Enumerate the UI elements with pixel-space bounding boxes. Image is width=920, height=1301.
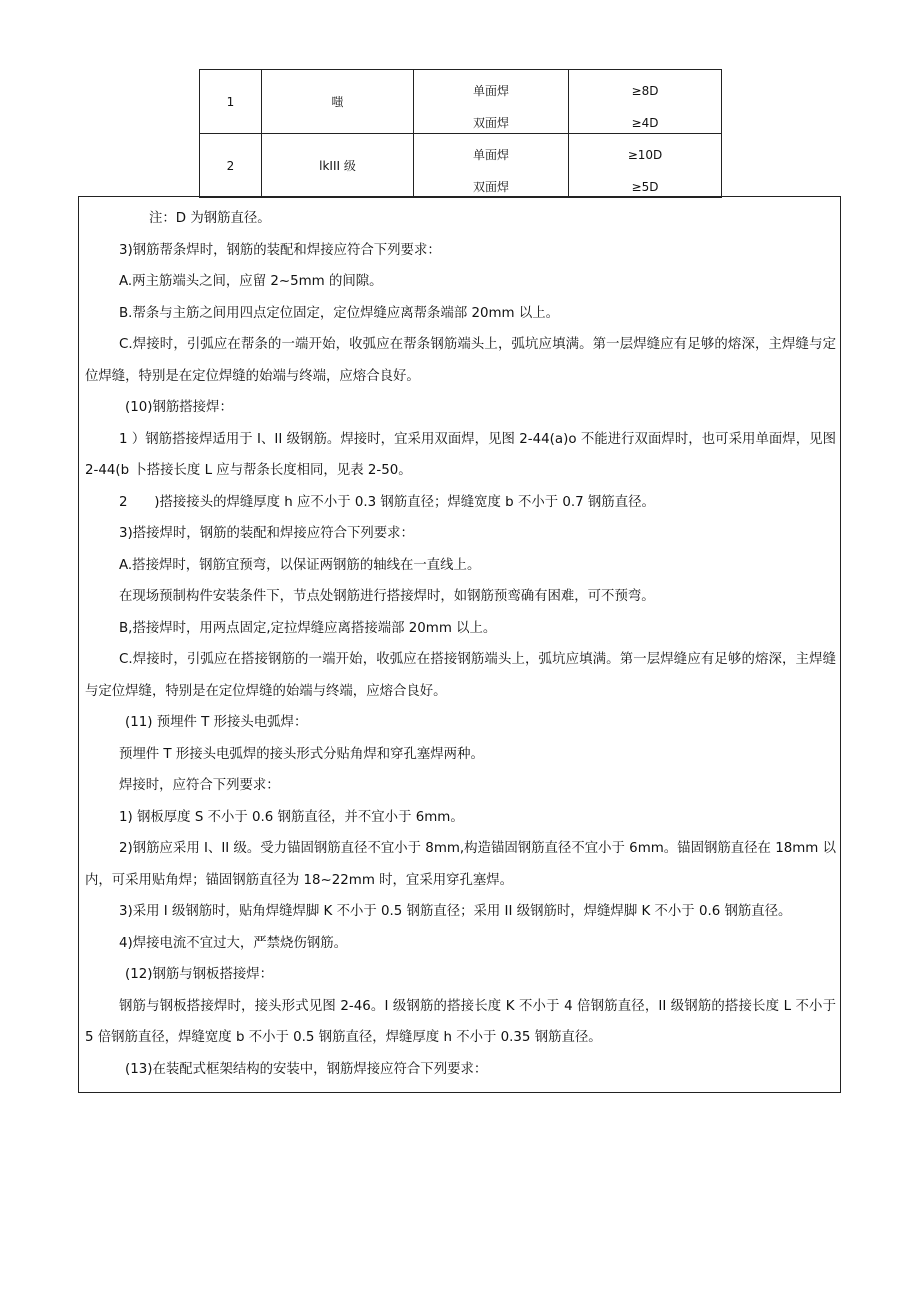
table-note: 注：D 为钢筋直径。 bbox=[149, 211, 271, 226]
section-heading: (13)在装配式框架结构的安装中，钢筋焊接应符合下列要求： bbox=[125, 1061, 488, 1077]
paragraph: C.焊接时，引弧应在帮条的一端开始，收弧应在帮条钢筋端头上，弧坑应填满。第一层焊缝应有足够的熔深，主焊缝与定位焊缝，特别是在定位焊缝的始端与终端，应熔合良好。 bbox=[85, 337, 836, 384]
steel-grade: 嗤 bbox=[262, 70, 414, 134]
weld-type-cell bbox=[414, 70, 569, 134]
steel-grade: lkIII 级 bbox=[262, 134, 414, 198]
section-heading: (10)钢筋搭接焊： bbox=[125, 400, 233, 415]
paragraph: 3)采用 I 级钢筋时，贴角焊缝焊脚 K 不小于 0.5 钢筋直径；采用 II 级钢筋时，焊缝焊脚 K 不小于 0.6 钢筋直径。 bbox=[119, 904, 792, 919]
table-row bbox=[200, 70, 722, 134]
weld-type-double: 双面焊 bbox=[472, 116, 509, 130]
weld-type-cell bbox=[414, 134, 569, 198]
paragraph: A.搭接焊时，钢筋宜预弯，以保证两钢筋的轴线在一直线上。 bbox=[119, 557, 481, 573]
paragraph: A.两主筋端头之间，应留 2~5mm 的间隙。 bbox=[119, 274, 383, 289]
weld-length-single: ≥10D bbox=[627, 148, 663, 162]
weld-length-double: ≥4D bbox=[631, 116, 659, 130]
section-heading: (12)钢筋与钢板搭接焊： bbox=[125, 967, 274, 982]
section-heading: (11) 预埋件 T 形接头电弧焊： bbox=[125, 715, 308, 730]
paragraph: 3)钢筋帮条焊时，钢筋的装配和焊接应符合下列要求： bbox=[119, 242, 441, 258]
instruction-text-box bbox=[78, 196, 841, 1093]
paragraph: 1) 钢板厚度 S 不小于 0.6 钢筋直径，并不宜小于 6mm。 bbox=[119, 809, 464, 825]
weld-length-single: ≥8D bbox=[631, 84, 659, 98]
paragraph: 2 )搭接接头的焊缝厚度 h 应不小于 0.3 钢筋直径；焊缝宽度 b 不小于 0.7 钢筋直径。 bbox=[119, 494, 655, 510]
paragraph: 焊接时，应符合下列要求： bbox=[119, 778, 280, 793]
paragraph: 预埋件 T 形接头电弧焊的接头形式分贴角焊和穿孔塞焊两种。 bbox=[119, 746, 484, 762]
row-number: 1 bbox=[200, 70, 262, 134]
paragraph: 2)钢筋应采用 I、II 级。受力锚固钢筋直径不宜小于 8mm,构造锚固钢筋直径不宜小于 6mm。锚固钢筋直径在 18mm 以内，可采用贴角焊；锚固钢筋直径为 18~22mm 时，宜采用穿孔塞焊。 bbox=[85, 841, 836, 888]
paragraph: 3)搭接焊时，钢筋的装配和焊接应符合下列要求： bbox=[119, 526, 414, 541]
weld-length-double: ≥5D bbox=[631, 180, 659, 194]
paragraph: 在现场预制构件安装条件下，节点处钢筋进行搭接焊时，如钢筋预鸾确有困难，可不预弯。 bbox=[119, 589, 655, 604]
weld-type-single: 单面焊 bbox=[472, 84, 509, 98]
weld-type-single: 单面焊 bbox=[472, 148, 509, 162]
paragraph: 4)焊接电流不宜过大，严禁烧伤钢筋。 bbox=[119, 935, 347, 951]
weld-type-double: 双面焊 bbox=[472, 180, 509, 194]
paragraph: B.帮条与主筋之间用四点定位固定，定位焊缝应离帮条端部 20mm 以上。 bbox=[119, 305, 560, 321]
row-number: 2 bbox=[200, 134, 262, 198]
table-row bbox=[200, 134, 722, 198]
paragraph: C.焊接时，引弧应在搭接钢筋的一端开始，收弧应在搭接钢筋端头上，弧坑应填满。第一层焊缝应有足够的熔深，主焊缝与定位焊缝，特别是在定位焊缝的始端与终端，应熔合良好。 bbox=[85, 652, 836, 699]
weld-length-table bbox=[199, 69, 722, 198]
weld-length-cell bbox=[569, 70, 722, 134]
weld-length-cell bbox=[569, 134, 722, 198]
paragraph: B,搭接焊时，用两点固定,定拉焊缝应离搭接端部 20mm 以上。 bbox=[119, 620, 497, 636]
paragraph: 1 ）钢筋搭接焊适用于 I、II 级钢筋。焊接时，宜采用双面焊，见图 2-44(a)o 不能进行双面焊时，也可采用单面焊，见图 2-44(b 卜搭接长度 L 应与帮条长度相同，见表 2-50。 bbox=[85, 431, 836, 478]
paragraph: 钢筋与钢板搭接焊时，接头形式见图 2-46。I 级钢筋的搭接长度 K 不小于 4 倍钢筋直径，II 级钢筋的搭接长度 L 不小于 5 倍钢筋直径，焊缝宽度 b 不小于 0.5 钢筋直径，焊缝厚度 h 不小于 0.35 钢筋直径。 bbox=[85, 998, 836, 1045]
